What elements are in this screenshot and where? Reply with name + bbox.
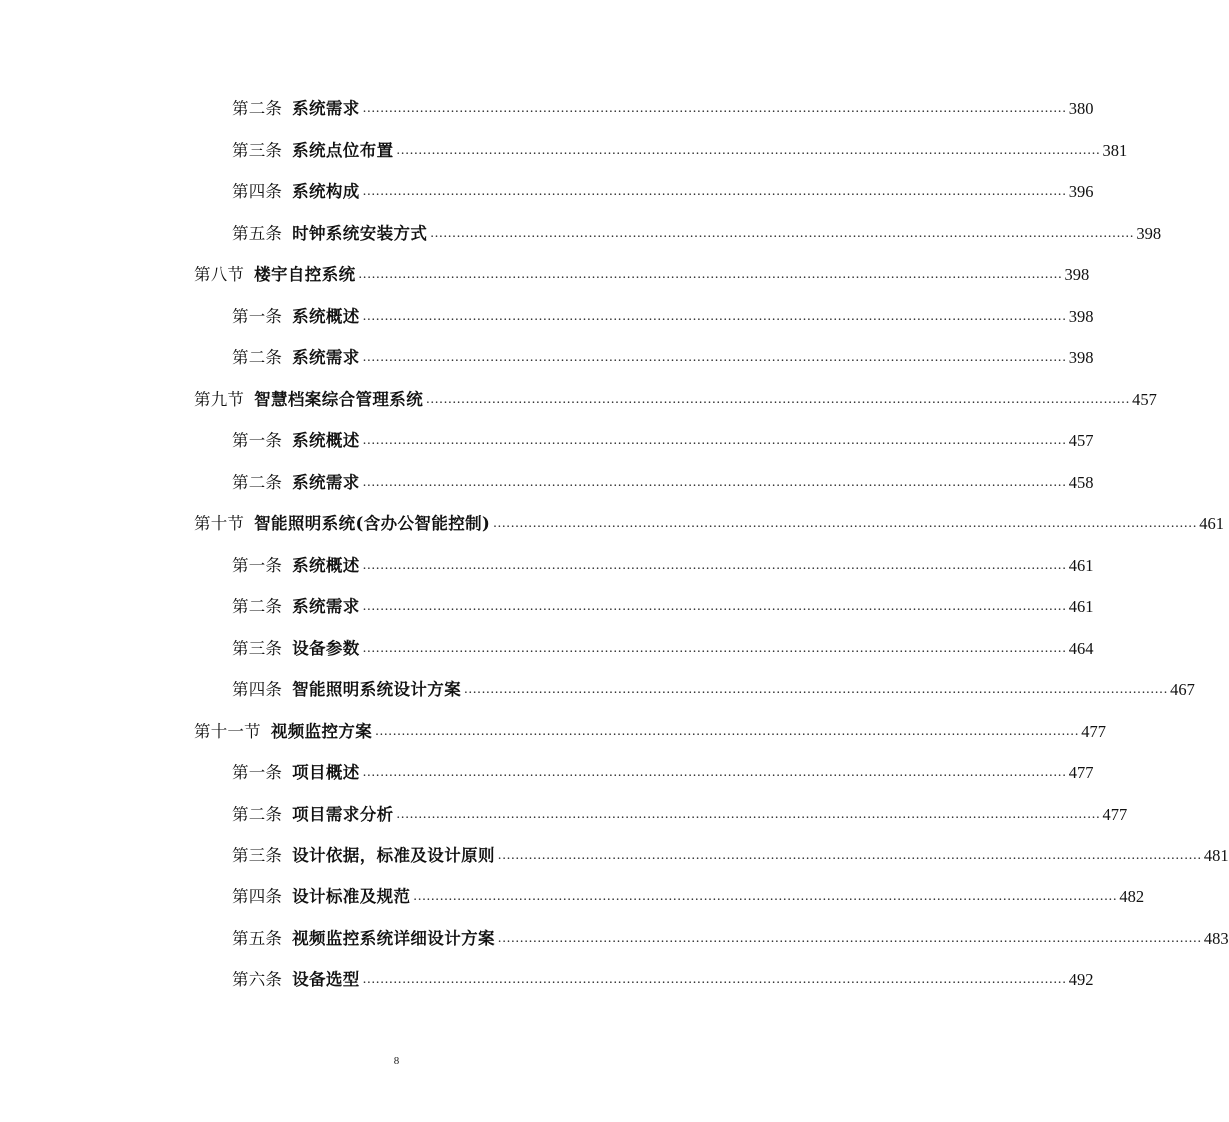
toc-entry[interactable]	[194, 720, 1106, 744]
toc-entry-title: 设计依据，标准及设计原则	[292, 846, 495, 865]
toc-dot-leader: ................................................................................................................................................................	[362, 101, 1067, 116]
toc-dot-leader: ................................................................................................................................................................	[426, 392, 1131, 407]
toc-entry[interactable]	[232, 346, 1094, 370]
toc-entry-page: 381	[1102, 141, 1128, 160]
toc-entry-number: 第四条	[232, 182, 283, 201]
toc-entry-number: 第八节	[194, 265, 245, 284]
toc-dot-leader: ................................................................................................................................................................	[362, 972, 1067, 987]
toc-entry-title: 时钟系统安装方式	[292, 224, 428, 243]
toc-dot-leader: ................................................................................................................................................................	[497, 848, 1202, 863]
toc-entry-title: 系统概述	[292, 307, 360, 326]
toc-entry-number: 第十节	[194, 514, 245, 533]
toc-entry-title: 设备选型	[292, 970, 360, 989]
toc-entry-number: 第一条	[232, 556, 283, 575]
toc-entry-number: 第四条	[232, 680, 283, 699]
toc-entry-title: 视频监控系统详细设计方案	[292, 929, 495, 948]
toc-entry-page: 457	[1068, 431, 1094, 450]
toc-entry[interactable]	[232, 305, 1094, 329]
toc-entry-page: 461	[1199, 514, 1224, 533]
toc-dot-leader: ................................................................................................................................................................	[362, 475, 1067, 490]
toc-dot-leader: ................................................................................................................................................................	[362, 433, 1067, 448]
toc-entry-title: 系统需求	[292, 99, 360, 118]
toc-entry[interactable]	[232, 139, 1128, 163]
toc-dot-leader: ................................................................................................................................................................	[362, 350, 1067, 365]
toc-entry-page: 461	[1068, 597, 1094, 616]
toc-dot-leader: ................................................................................................................................................................	[413, 889, 1118, 904]
toc-entry-number: 第三条	[232, 639, 283, 658]
toc-entry[interactable]	[232, 429, 1094, 453]
toc-dot-leader: ................................................................................................................................................................	[362, 309, 1067, 324]
toc-entry-page: 492	[1068, 970, 1094, 989]
toc-entry[interactable]	[232, 761, 1094, 785]
toc-entry-number: 第二条	[232, 597, 283, 616]
toc-entry[interactable]	[232, 678, 1195, 702]
toc-entry-page: 477	[1081, 722, 1106, 741]
toc-entry-page: 477	[1102, 805, 1128, 824]
toc-dot-leader: ................................................................................................................................................................	[362, 599, 1067, 614]
toc-entry[interactable]	[232, 554, 1094, 578]
toc-dot-leader: ................................................................................................................................................................	[362, 641, 1067, 656]
toc-entry-title: 系统构成	[292, 182, 360, 201]
toc-dot-leader: ................................................................................................................................................................	[375, 724, 1080, 739]
toc-entry-title: 视频监控方案	[270, 722, 373, 741]
toc-entry[interactable]	[232, 803, 1128, 827]
toc-dot-leader: ................................................................................................................................................................	[362, 184, 1067, 199]
toc-entry-title: 项目需求分析	[292, 805, 394, 824]
toc-entry[interactable]	[232, 885, 1145, 909]
toc-entry[interactable]	[232, 595, 1094, 619]
toc-entry-number: 第六条	[232, 970, 283, 989]
toc-entry-page: 477	[1068, 763, 1094, 782]
toc-entry-page: 396	[1068, 182, 1094, 201]
toc-entry-title: 智能照明系统设计方案	[292, 680, 462, 699]
page-number: 8	[393, 1055, 400, 1067]
toc-entry-title: 系统需求	[292, 597, 360, 616]
toc-entry-title: 设备参数	[292, 639, 360, 658]
toc-dot-leader: ................................................................................................................................................................	[497, 931, 1202, 946]
toc-entry-title: 设计标准及规范	[292, 887, 411, 906]
toc-entry-number: 第二条	[232, 99, 283, 118]
toc-entry-number: 第二条	[232, 473, 283, 492]
toc-entry-title: 系统点位布置	[292, 141, 394, 160]
toc-entry[interactable]	[232, 927, 1229, 951]
toc-entry-title: 系统需求	[292, 473, 360, 492]
toc-entry[interactable]	[232, 471, 1094, 495]
toc-entry[interactable]	[232, 844, 1229, 868]
toc-entry[interactable]	[232, 180, 1094, 204]
toc-dot-leader: ................................................................................................................................................................	[396, 807, 1101, 822]
toc-entry-title: 系统概述	[292, 431, 360, 450]
toc-entry-number: 第一条	[232, 431, 283, 450]
toc-entry[interactable]	[194, 512, 1224, 536]
toc-entry-page: 482	[1119, 887, 1145, 906]
toc-entry-page: 398	[1136, 224, 1162, 243]
toc-entry-page: 464	[1068, 639, 1094, 658]
toc-entry-page: 458	[1068, 473, 1094, 492]
toc-entry-number: 第一条	[232, 307, 283, 326]
toc-entry-title: 项目概述	[292, 763, 360, 782]
toc-dot-leader: ................................................................................................................................................................	[493, 516, 1198, 531]
toc-dot-leader: ................................................................................................................................................................	[396, 143, 1101, 158]
toc-entry-page: 398	[1068, 307, 1094, 326]
toc-entry-page: 398	[1064, 265, 1090, 284]
toc-dot-leader: ................................................................................................................................................................	[464, 682, 1169, 697]
toc-entry-number: 第二条	[232, 805, 283, 824]
toc-dot-leader: ................................................................................................................................................................	[358, 267, 1063, 282]
toc-dot-leader: ................................................................................................................................................................	[430, 226, 1135, 241]
toc-dot-leader: ................................................................................................................................................................	[362, 558, 1067, 573]
toc-entry-page: 461	[1068, 556, 1094, 575]
toc-entry-title: 智能照明系统(含办公智能控制)	[254, 514, 491, 533]
toc-entry-number: 第三条	[232, 846, 283, 865]
toc-entry-number: 第五条	[232, 929, 283, 948]
toc-entry[interactable]	[194, 263, 1090, 287]
toc-entry[interactable]	[232, 97, 1094, 121]
toc-entry-page: 481	[1203, 846, 1229, 865]
toc-entry-number: 第二条	[232, 348, 283, 367]
toc-entry-page: 398	[1068, 348, 1094, 367]
toc-entry[interactable]	[232, 222, 1162, 246]
toc-entry[interactable]	[232, 637, 1094, 661]
toc-dot-leader: ................................................................................................................................................................	[362, 765, 1067, 780]
toc-entry[interactable]	[194, 388, 1157, 412]
toc-entry-number: 第一条	[232, 763, 283, 782]
toc-entry-page: 483	[1203, 929, 1229, 948]
toc-entry-number: 第三条	[232, 141, 283, 160]
toc-entry-title: 楼宇自控系统	[254, 265, 356, 284]
toc-entry-page: 380	[1068, 99, 1094, 118]
toc-entry-title: 系统需求	[292, 348, 360, 367]
toc-entry-title: 智慧档案综合管理系统	[254, 390, 424, 409]
toc-entry-page: 457	[1132, 390, 1157, 409]
toc-entry-number: 第四条	[232, 887, 283, 906]
toc-entry-number: 第十一节	[194, 722, 261, 741]
toc-entry-title: 系统概述	[292, 556, 360, 575]
toc-entry-page: 467	[1170, 680, 1195, 699]
toc-entry-number: 第九节	[194, 390, 245, 409]
toc-entry-number: 第五条	[232, 224, 283, 243]
toc-entry[interactable]	[232, 968, 1094, 992]
